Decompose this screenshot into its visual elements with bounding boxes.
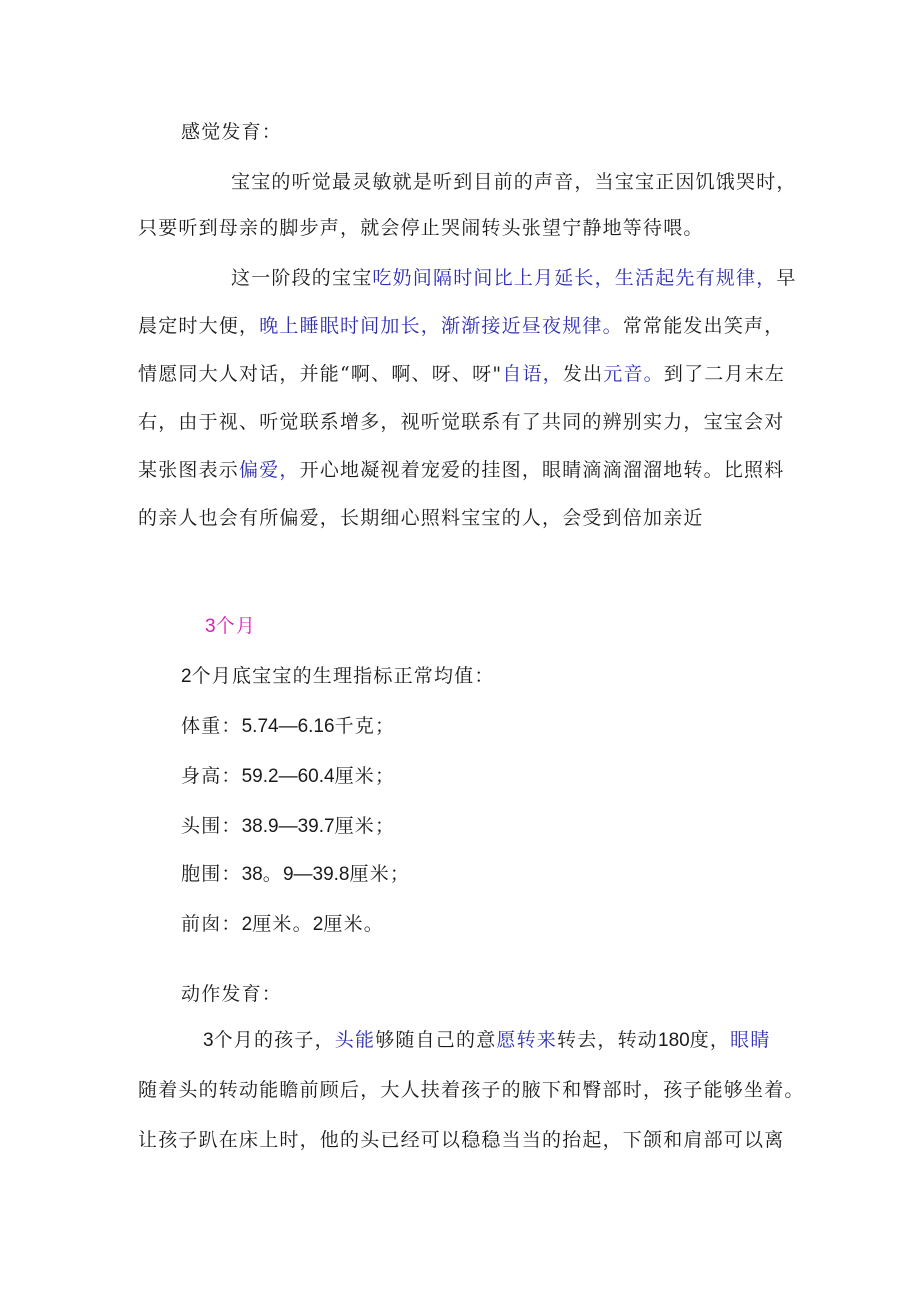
sensory-heading: 感觉发育： [181,121,283,143]
stat-weight [181,714,395,739]
stat-value: 5.74—6.16 [241,716,335,737]
text-segment: 够随自己的意 [375,1029,497,1051]
text-segment: 某张图表示 [138,459,240,481]
stat-height [181,764,395,789]
motor-line2: 随着头的转动能瞻前顾后，大人扶着孩子的腋下和臀部时，孩子能够坐着。 [138,1079,805,1101]
stat-value: 38.9—39.7 [241,816,335,837]
text-segment: 转去，转动 [557,1029,659,1051]
month-title [205,614,256,639]
text-segment: 常常能发出笑声， [622,315,785,337]
text-segment: 开心地凝视着宠爱的挂图，眼睛滴滴溜溜地转。比照料 [299,459,785,481]
text-segment: 情愿同大人对话，并能“啊、啊、呀、呀" [138,363,503,385]
sensory-p2-line4: 右，由于视、听觉联系增多，视听觉联系有了共同的辨别实力，宝宝会对 [138,411,785,433]
sensory-p1-line2: 只要听到母亲的脚步声，就会停止哭闹转头张望宁静地等待喂。 [138,217,704,239]
sensory-p2-line2 [138,314,784,338]
highlight-segment: 晚上睡眠时间加长，渐渐接近昼夜规律。 [259,315,623,337]
stat-fontanelle [181,912,384,937]
text-segment: 这一阶段的宝宝 [231,267,373,289]
highlight-segment: 自语， [502,363,563,385]
stats-heading-number: 2 [181,666,192,687]
highlight-segment: 元音。 [603,363,664,385]
stats-heading-text: 个月底宝宝的生理指标正常均值： [191,665,495,687]
stat-unit: 厘米。 [252,913,313,935]
highlight-segment: 头能 [334,1029,376,1051]
sensory-p2-line5 [138,458,784,482]
stat-label: 身高： [181,765,242,787]
stat-value: 59.2—60.4 [241,766,335,787]
stat-value: 2 [312,914,324,935]
stat-label: 体重： [181,715,242,737]
text-number: 3 [203,1030,214,1051]
stat-label: 头围： [181,815,242,837]
month-title-number: 3 [205,616,216,637]
highlight-segment: 吃奶间隔时间比上月延长，生活起先有规律， [372,267,777,289]
sensory-p2-line6: 的亲人也会有所偏爱，长期细心照料宝宝的人，会受到倍加亲近 [138,507,704,529]
motor-line3: 让孩子趴在床上时，他的头已经可以稳稳当当的抬起，下颌和肩部可以离 [138,1129,785,1151]
text-segment: 早 [776,267,797,289]
stat-unit: 厘米； [334,815,396,837]
stat-unit: 厘米； [334,765,396,787]
text-segment: 度， [689,1029,731,1051]
text-segment: 晨定时大便， [138,315,260,337]
text-segment: 个月的孩子， [213,1029,335,1051]
text-number: 180 [658,1030,690,1051]
highlight-segment: 眼睛 [730,1029,771,1051]
stat-label: 胞围： [181,863,242,885]
sensory-p1-line1: 宝宝的听觉最灵敏就是听到目前的声音，当宝宝正因饥饿哭时， [231,171,797,193]
stat-chest-circumference [181,862,410,887]
stat-unit: 厘米。 [323,913,384,935]
stat-head-circumference [181,814,395,839]
sensory-p2-line3 [138,362,785,386]
highlight-segment: 偏爱， [239,459,300,481]
sensory-p2-line1 [231,266,797,290]
stat-value-mark: 。 [262,863,283,885]
stats-heading [181,664,495,689]
text-segment: 到了二月末左 [663,363,786,385]
text-segment: 发出 [562,363,604,385]
stat-label: 前囱： [181,913,242,935]
stat-value: 9—39.8 [282,864,350,885]
stat-value: 2 [241,914,253,935]
stat-value: 38 [241,864,263,885]
month-title-text: 个月 [215,615,256,637]
highlight-segment: 愿转来 [496,1029,557,1051]
stat-unit: 千克； [334,715,396,737]
stat-unit: 厘米； [349,863,411,885]
motor-heading: 动作发育： [181,983,283,1005]
motor-line1 [203,1028,771,1053]
